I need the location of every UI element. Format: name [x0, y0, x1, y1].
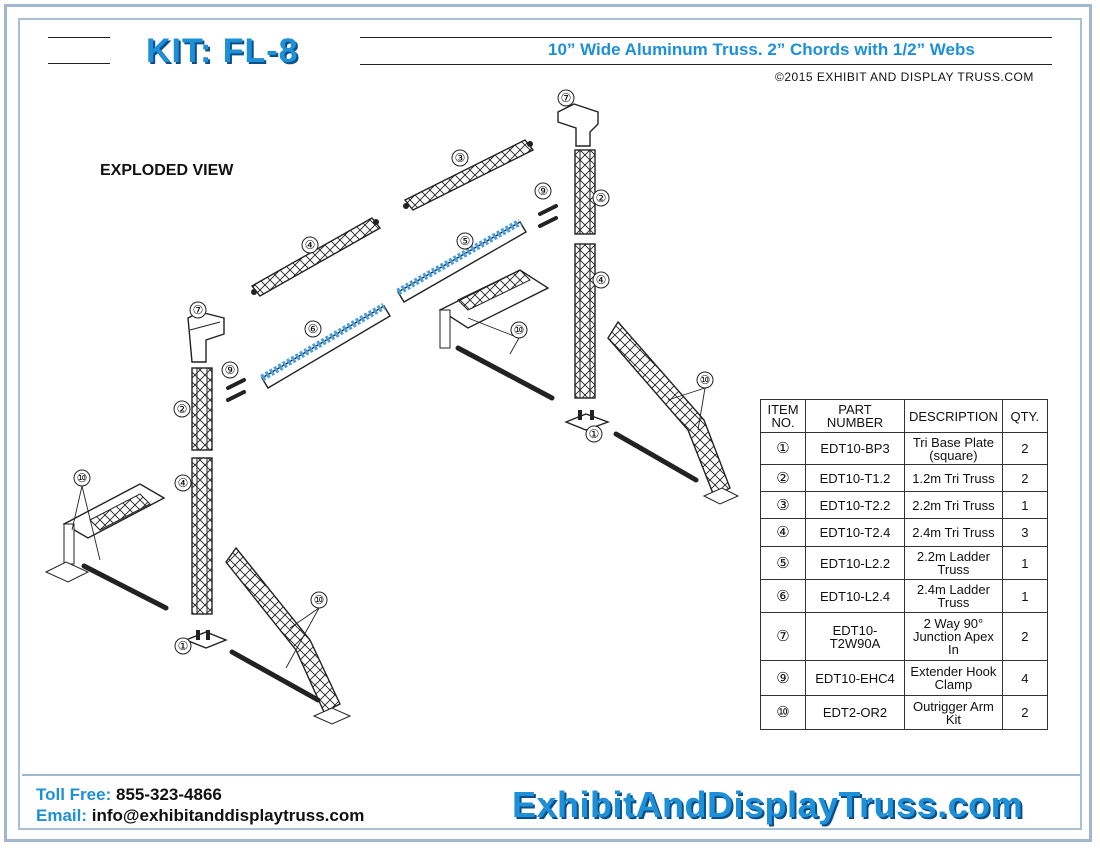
- bom-header-description: DESCRIPTION: [905, 400, 1003, 433]
- brand-website[interactable]: ExhibitAndDisplayTruss.com: [512, 784, 1024, 825]
- bom-qty: 1: [1002, 492, 1047, 519]
- callout-9-right-text: ⑨: [537, 184, 549, 198]
- right-base-plate: [566, 410, 608, 430]
- bom-qty: 2: [1002, 433, 1047, 465]
- hook-clamps-right: [540, 206, 556, 226]
- truss-ladder-6: [262, 306, 390, 388]
- bom-description: Extender Hook Clamp: [905, 661, 1003, 696]
- callout-3: [452, 150, 468, 166]
- bom-part: EDT2-OR2: [806, 696, 905, 730]
- callout-9-right: [535, 183, 551, 199]
- truss-tri-3: [403, 140, 533, 210]
- copyright-notice: ©2015 EXHIBIT AND DISPLAY TRUSS.COM: [775, 70, 1034, 84]
- bom-description: Tri Base Plate (square): [905, 433, 1003, 465]
- table-row: [761, 580, 1048, 613]
- callout-4-left: [175, 475, 191, 491]
- right-upper-column: [575, 150, 595, 234]
- hook-clamps-left: [228, 380, 244, 400]
- bom-header-qty: QTY.: [1002, 400, 1047, 433]
- bom-header-row: [761, 400, 1048, 433]
- bom-description: Outrigger Arm Kit: [905, 696, 1003, 730]
- callout-6: [305, 321, 321, 337]
- callout-10-right-top: [511, 322, 527, 338]
- table-row: [761, 433, 1048, 465]
- bom-header-item: ITEM NO.: [761, 400, 806, 433]
- left-base-plate: [186, 630, 226, 648]
- callout-10-left-bottom-text: ⑩: [313, 593, 325, 607]
- bom-item: ⑦: [761, 613, 806, 661]
- bom-qty: 2: [1002, 613, 1047, 661]
- email-line: [36, 806, 364, 826]
- callout-4-top: [302, 237, 318, 253]
- callout-2-left: [174, 401, 190, 417]
- callout-leaders: [72, 318, 705, 668]
- bom-qty: 3: [1002, 519, 1047, 547]
- table-row: [761, 519, 1048, 547]
- toll-free-line: [36, 785, 222, 805]
- toll-free-number[interactable]: 855-323-4866: [115, 785, 222, 804]
- table-row: [761, 696, 1048, 730]
- bom-description: 2.4m Ladder Truss: [905, 580, 1003, 613]
- bom-qty: 2: [1002, 465, 1047, 492]
- left-lower-column: [192, 458, 212, 614]
- bom-description: 2.2m Ladder Truss: [905, 547, 1003, 580]
- bom-header-part: PART NUMBER: [806, 400, 905, 433]
- callout-5-text: ⑤: [459, 234, 471, 248]
- bom-part: EDT10-L2.2: [806, 547, 905, 580]
- table-row: [761, 492, 1048, 519]
- callout-4-right-text: ④: [595, 273, 607, 287]
- bom-qty: 1: [1002, 547, 1047, 580]
- right-lower-column: [575, 244, 595, 398]
- bom-description: 2.4m Tri Truss: [905, 519, 1003, 547]
- callout-10-right-bottom: [697, 372, 713, 388]
- callout-9-left: [222, 362, 238, 378]
- bom-item: ⑥: [761, 580, 806, 613]
- bom-part: EDT10-BP3: [806, 433, 905, 465]
- bill-of-materials-table: [760, 399, 1048, 730]
- kit-subtitle: 10” Wide Aluminum Truss. 2” Chords with 1/2” Webs: [548, 40, 975, 59]
- outrigger-kit-right-top: [440, 270, 552, 398]
- bom-item: ④: [761, 519, 806, 547]
- callout-1-right: [586, 426, 602, 442]
- outrigger-kit-left-top: [46, 484, 166, 608]
- bom-part: EDT10-L2.4: [806, 580, 905, 613]
- callout-10-right-bottom-text: ⑩: [699, 373, 711, 387]
- callout-9-left-text: ⑨: [224, 363, 236, 377]
- bom-part: EDT10-EHC4: [806, 661, 905, 696]
- callout-6-text: ⑥: [307, 322, 319, 336]
- bom-qty: 2: [1002, 696, 1047, 730]
- table-row: [761, 465, 1048, 492]
- callout-2-left-text: ②: [176, 402, 188, 416]
- callout-3-text: ③: [454, 151, 466, 165]
- callout-10-right-top-text: ⑩: [513, 323, 525, 337]
- bom-item: ⑤: [761, 547, 806, 580]
- callout-1-left: [175, 638, 191, 654]
- outrigger-kit-right-bottom: [608, 322, 738, 504]
- bom-part: EDT10-T2.4: [806, 519, 905, 547]
- callout-2-right-text: ②: [595, 191, 607, 205]
- email-label: Email:: [36, 806, 88, 825]
- table-row: [761, 613, 1048, 661]
- footer-divider: [22, 774, 1080, 776]
- callout-1-left-text: ①: [177, 639, 189, 653]
- callout-7-left: [190, 302, 206, 318]
- callout-4-left-text: ④: [177, 476, 189, 490]
- bom-description: 2.2m Tri Truss: [905, 492, 1003, 519]
- exploded-view-label: EXPLODED VIEW: [100, 162, 234, 179]
- callout-7-right: [558, 90, 574, 106]
- bom-qty: 1: [1002, 580, 1047, 613]
- callout-10-left-bottom: [311, 592, 327, 608]
- bom-item: ⑩: [761, 696, 806, 730]
- left-apex-junction: [188, 312, 224, 362]
- bom-item: ③: [761, 492, 806, 519]
- callout-10-left-top: [74, 470, 90, 486]
- bom-part: EDT10-T2W90A: [806, 613, 905, 661]
- callout-7-left-text: ⑦: [192, 303, 204, 317]
- callout-1-right-text: ①: [588, 427, 600, 441]
- bom-description: 1.2m Tri Truss: [905, 465, 1003, 492]
- bom-description: 2 Way 90° Junction Apex In: [905, 613, 1003, 661]
- table-row: [761, 547, 1048, 580]
- bom-item: ⑨: [761, 661, 806, 696]
- right-apex-junction: [558, 104, 598, 146]
- bom-part: EDT10-T2.2: [806, 492, 905, 519]
- kit-title: KIT: FL-8: [146, 32, 299, 70]
- callout-10-left-top-text: ⑩: [76, 471, 88, 485]
- callouts: [74, 90, 713, 654]
- table-row: [761, 661, 1048, 696]
- callout-2-right: [593, 190, 609, 206]
- callout-7-right-text: ⑦: [560, 91, 572, 105]
- callout-4-right: [593, 272, 609, 288]
- callout-4-top-text: ④: [304, 238, 316, 252]
- bom-item: ②: [761, 465, 806, 492]
- left-upper-column: [192, 368, 212, 450]
- bom-qty: 4: [1002, 661, 1047, 696]
- bom-item: ①: [761, 433, 806, 465]
- callout-5: [457, 233, 473, 249]
- toll-free-label: Toll Free:: [36, 785, 112, 804]
- bom-part: EDT10-T1.2: [806, 465, 905, 492]
- email-address[interactable]: info@exhibitanddisplaytruss.com: [91, 806, 365, 825]
- outrigger-kit-left-bottom: [226, 548, 350, 724]
- truss-tri-4: [251, 218, 380, 296]
